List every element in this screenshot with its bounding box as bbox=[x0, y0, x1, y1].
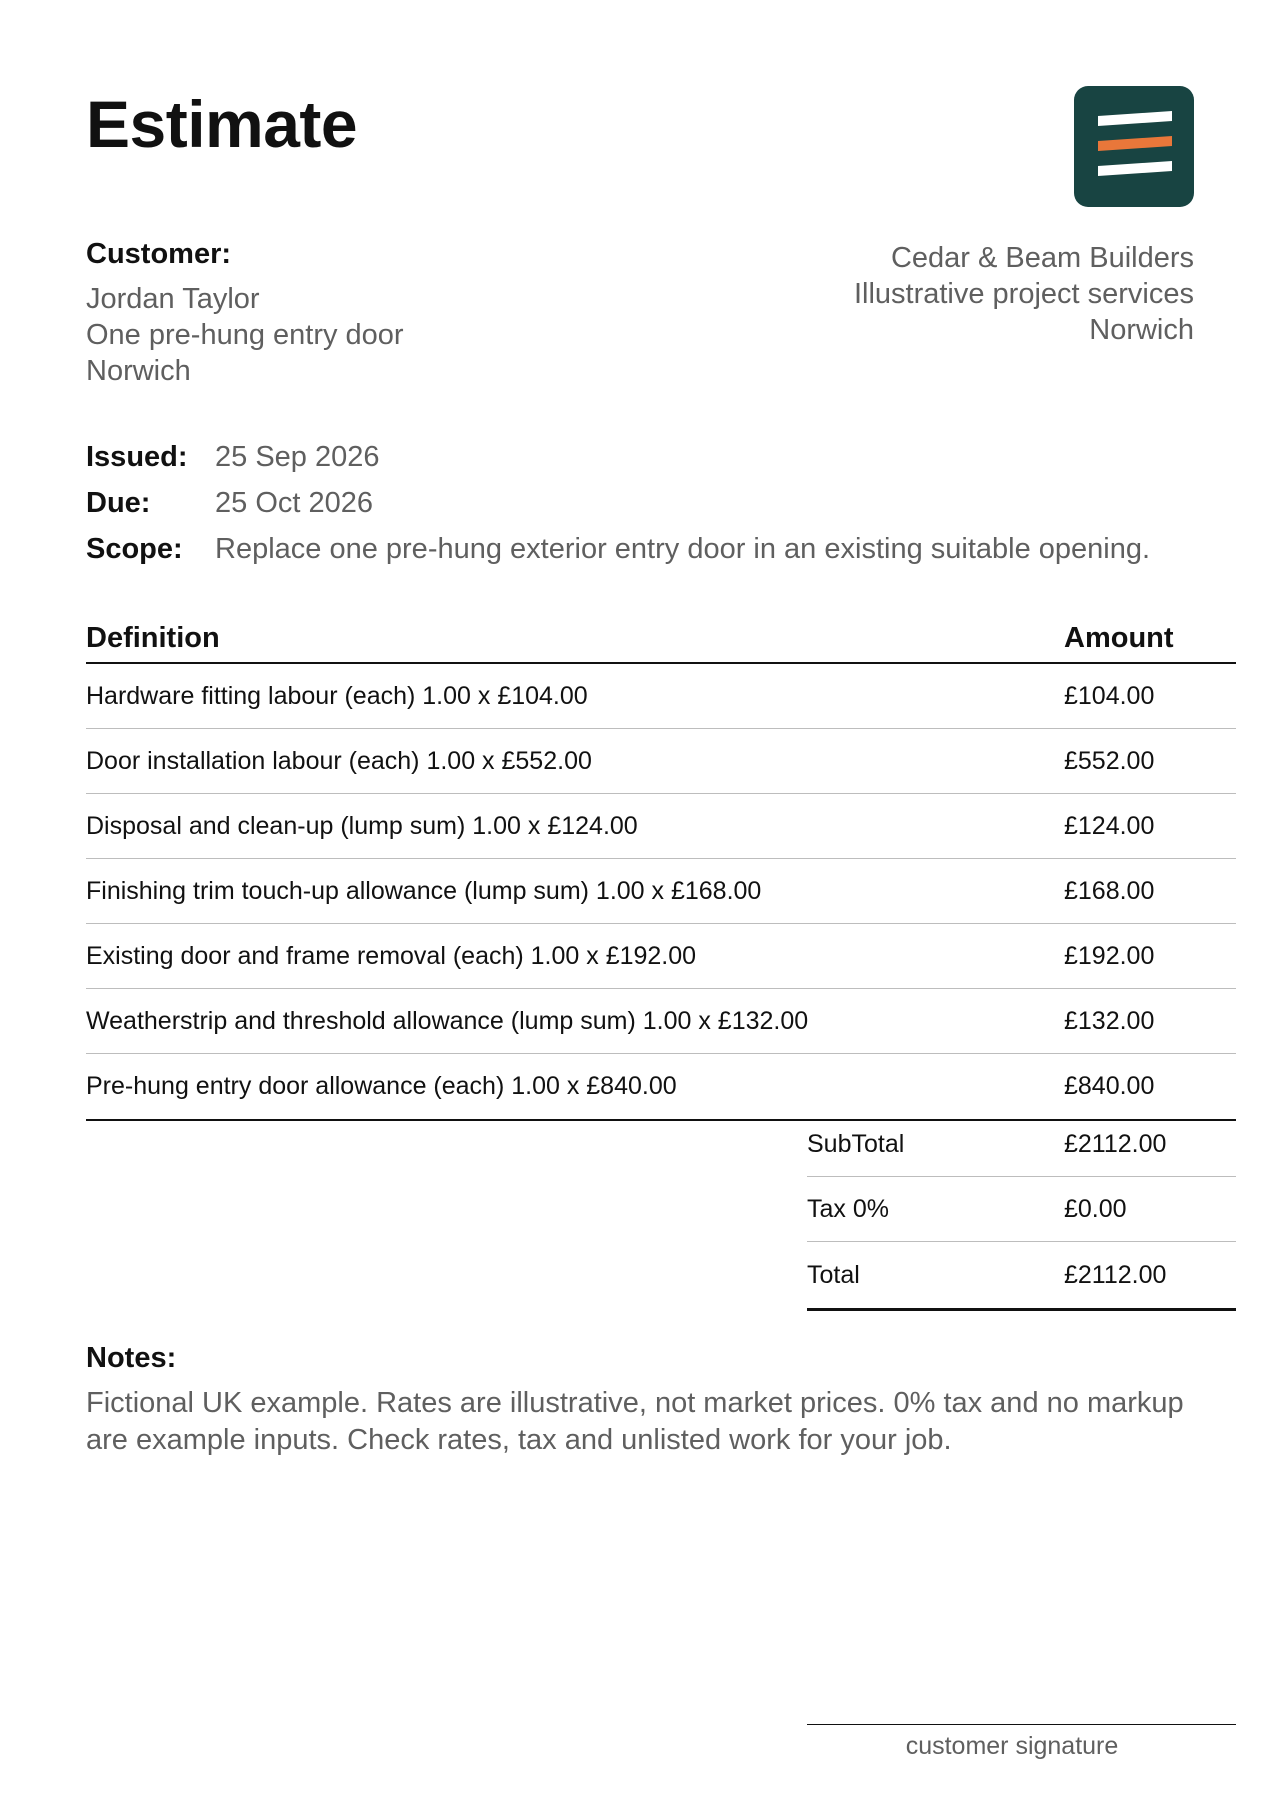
table-row bbox=[86, 794, 1236, 859]
item-amount: £192.00 bbox=[1064, 941, 1155, 970]
document-title: Estimate bbox=[86, 87, 358, 161]
due-date: 25 Oct 2026 bbox=[215, 486, 373, 519]
tax-label: Tax 0% bbox=[807, 1194, 889, 1223]
scope-text: Replace one pre-hung exterior entry door in an existing suitable opening. bbox=[215, 532, 1151, 565]
item-amount: £552.00 bbox=[1064, 746, 1155, 775]
item-amount: £132.00 bbox=[1064, 1006, 1155, 1035]
total-label: Total bbox=[807, 1260, 860, 1289]
customer-project: One pre-hung entry door bbox=[86, 319, 404, 351]
signature-label: customer signature bbox=[905, 1732, 1119, 1760]
scope-row bbox=[86, 526, 1150, 572]
table-row bbox=[86, 924, 1236, 989]
subtotal-row bbox=[807, 1112, 1236, 1177]
definition-header: Definition bbox=[86, 621, 220, 654]
item-definition: Hardware fitting labour (each) 1.00 x £104.00 bbox=[86, 681, 588, 710]
item-amount: £168.00 bbox=[1064, 876, 1155, 905]
item-amount: £124.00 bbox=[1064, 811, 1155, 840]
customer-label: Customer: bbox=[86, 238, 232, 270]
item-definition: Disposal and clean-up (lump sum) 1.00 x £124.00 bbox=[86, 811, 638, 840]
notes-block bbox=[86, 1342, 1206, 1459]
company-city: Norwich bbox=[1089, 314, 1194, 346]
totals-block bbox=[807, 1112, 1236, 1311]
table-row bbox=[86, 1054, 1236, 1121]
scope-label: Scope: bbox=[86, 532, 183, 565]
notes-text: Fictional UK example. Rates are illustrative, not market prices. 0% tax and no markup are example inputs. Check rates, tax and unlisted work for your job. bbox=[86, 1387, 1184, 1456]
table-row bbox=[86, 664, 1236, 729]
total-row bbox=[807, 1242, 1236, 1311]
item-definition: Finishing trim touch-up allowance (lump sum) 1.00 x £168.00 bbox=[86, 876, 762, 905]
amount-header: Amount bbox=[1064, 621, 1174, 654]
item-definition: Weatherstrip and threshold allowance (lump sum) 1.00 x £132.00 bbox=[86, 1006, 809, 1035]
item-amount: £840.00 bbox=[1064, 1072, 1155, 1100]
item-amount: £104.00 bbox=[1064, 681, 1155, 710]
subtotal-value: £2112.00 bbox=[1064, 1129, 1167, 1158]
total-value: £2112.00 bbox=[1064, 1260, 1167, 1289]
estimate-meta bbox=[86, 434, 1150, 572]
company-logo bbox=[1074, 86, 1194, 207]
subtotal-label: SubTotal bbox=[807, 1129, 905, 1158]
notes-label: Notes: bbox=[86, 1342, 177, 1374]
issued-row bbox=[86, 434, 1150, 480]
customer-block bbox=[86, 238, 404, 389]
item-definition: Door installation labour (each) 1.00 x £552.00 bbox=[86, 746, 592, 775]
table-row bbox=[86, 859, 1236, 924]
item-definition: Pre-hung entry door allowance (each) 1.00 x £840.00 bbox=[86, 1072, 677, 1100]
signature-line bbox=[807, 1724, 1236, 1725]
table-row bbox=[86, 729, 1236, 794]
company-block bbox=[854, 240, 1194, 348]
customer-name: Jordan Taylor bbox=[86, 283, 260, 315]
customer-city: Norwich bbox=[86, 355, 191, 387]
due-label: Due: bbox=[86, 486, 151, 519]
table-header bbox=[86, 614, 1236, 664]
issued-label: Issued: bbox=[86, 440, 188, 473]
table-row bbox=[86, 989, 1236, 1054]
company-name: Cedar & Beam Builders bbox=[890, 242, 1194, 274]
tax-value: £0.00 bbox=[1064, 1194, 1127, 1223]
issued-date: 25 Sep 2026 bbox=[215, 440, 380, 473]
item-definition: Existing door and frame removal (each) 1.00 x £192.00 bbox=[86, 941, 697, 970]
due-row bbox=[86, 480, 1150, 526]
line-items-table bbox=[86, 614, 1236, 1121]
company-tagline: Illustrative project services bbox=[853, 278, 1194, 310]
tax-row bbox=[807, 1177, 1236, 1242]
